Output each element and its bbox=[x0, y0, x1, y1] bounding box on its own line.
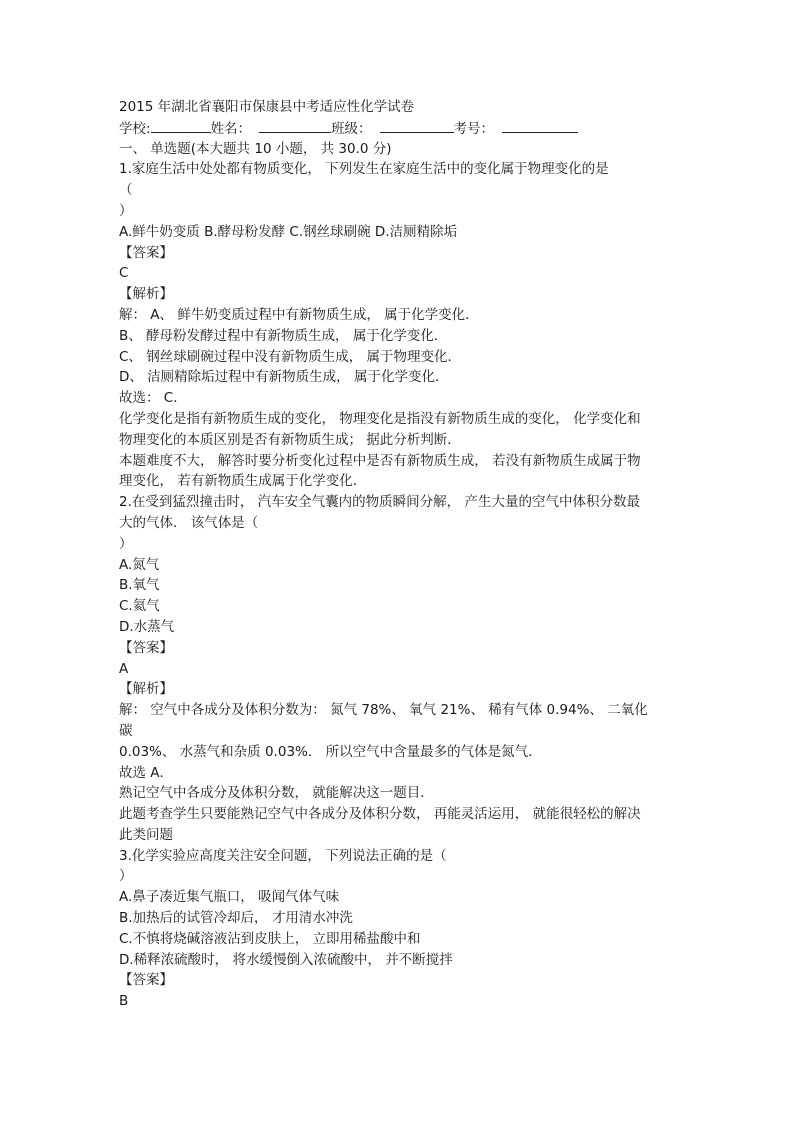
q1-analysis-line: C、 钢丝球刷碗过程中没有新物质生成， 属于物理变化． bbox=[119, 348, 462, 365]
q2-analysis-line: 此题考查学生只要能熟记空气中各成分及体积分数， 再能灵活运用， 就能很轻松的解决 bbox=[119, 806, 641, 823]
q2-option: C.氦气 bbox=[119, 598, 160, 615]
exam-no-blank[interactable] bbox=[502, 118, 578, 133]
q3-answer: B bbox=[119, 993, 129, 1010]
q1-paren-close: ） bbox=[119, 202, 133, 219]
q2-analysis-line: 故选 A． bbox=[119, 764, 174, 781]
q1-analysis-line: 解： A、 鲜牛奶变质过程中有新物质生成， 属于化学变化． bbox=[119, 306, 479, 323]
q1-analysis-line: 本题难度不大， 解答时要分析变化过程中是否有新物质生成， 若没有新物质生成属于物 bbox=[119, 452, 641, 469]
q1-stem: 1.家庭生活中处处都有物质变化， 下列发生在家庭生活中的变化属于物理变化的是 bbox=[119, 161, 609, 178]
q2-analysis-line: 0.03%、 水蒸气和杂质 0.03%． 所以空气中含量最多的气体是氮气． bbox=[119, 743, 542, 760]
document-title: 2015 年湖北省襄阳市保康县中考适应性化学试卷 bbox=[119, 99, 415, 115]
class-label: 班级： bbox=[331, 120, 372, 137]
school-blank[interactable] bbox=[151, 118, 211, 133]
q3-option: B.加热后的试管冷却后， 才用清水冲洗 bbox=[119, 910, 353, 927]
q2-answer: A bbox=[119, 660, 129, 677]
q2-analysis-line: 碳 bbox=[119, 722, 133, 739]
q2-stem: 大的气体． 该气体是（ bbox=[119, 514, 259, 531]
q2-analysis-line: 解： 空气中各成分及体积分数为： 氮气 78%、 氧气 21%、 稀有气体 0.94%、 二氧化 bbox=[119, 702, 648, 719]
q1-answer: C bbox=[119, 265, 129, 282]
q2-analysis-line: 此类问题 bbox=[119, 826, 173, 843]
q2-analysis-label: 【解析】 bbox=[119, 681, 173, 698]
q2-option: B.氧气 bbox=[119, 577, 160, 594]
q1-analysis-line: B、 酵母粉发酵过程中有新物质生成， 属于化学变化． bbox=[119, 327, 448, 344]
name-blank[interactable] bbox=[259, 118, 331, 133]
q2-paren-close: ） bbox=[119, 535, 133, 552]
q1-analysis-line: 物理变化的本质区别是否有新物质生成； 据此分析判断． bbox=[119, 431, 461, 448]
q3-option: C.不慎将烧碱溶液沾到皮肤上， 立即用稀盐酸中和 bbox=[119, 930, 421, 947]
q1-options: A.鲜牛奶变质 B.酵母粉发酵 C.钢丝球刷碗 D.洁厕精除垢 bbox=[119, 223, 458, 240]
q1-answer-label: 【答案】 bbox=[119, 244, 173, 261]
q3-paren-close: ） bbox=[119, 868, 133, 885]
q1-analysis-line: 化学变化是指有新物质生成的变化， 物理变化是指没有新物质生成的变化， 化学变化和 bbox=[119, 410, 641, 427]
q3-answer-label: 【答案】 bbox=[119, 972, 173, 989]
student-info-row bbox=[119, 118, 684, 139]
q2-option: A.氮气 bbox=[119, 556, 160, 573]
school-label: 学校: bbox=[119, 120, 151, 137]
q3-option: A.鼻子凑近集气瓶口， 吸闻气体气味 bbox=[119, 889, 340, 906]
q2-answer-label: 【答案】 bbox=[119, 639, 173, 656]
q3-option: D.稀释浓硫酸时， 将水缓慢倒入浓硫酸中， 并不断搅拌 bbox=[119, 951, 453, 968]
class-blank[interactable] bbox=[380, 118, 454, 133]
q3-stem: 3.化学实验应高度关注安全问题， 下列说法正确的是（ bbox=[119, 847, 447, 864]
q1-paren-open: （ bbox=[119, 182, 133, 199]
q2-stem: 2.在受到猛烈撞击时， 汽车安全气囊内的物质瞬间分解， 产生大量的空气中体积分数最 bbox=[119, 494, 640, 511]
exam-no-label: 考号： bbox=[453, 120, 495, 137]
q1-analysis-line: 故选： C． bbox=[119, 390, 187, 407]
q2-option: D.水蒸气 bbox=[119, 618, 175, 635]
name-label: 姓名： bbox=[210, 120, 252, 137]
section-heading: 一、 单选题(本大题共 10 小题， 共 30.0 分) bbox=[119, 140, 392, 157]
q1-analysis-line: 理变化， 若有新物质生成属于化学变化． bbox=[119, 473, 367, 490]
q1-analysis-line: D、 洁厕精除垢过程中有新物质生成， 属于化学变化． bbox=[119, 369, 449, 386]
q2-analysis-line: 熟记空气中各成分及体积分数， 就能解决这一题目． bbox=[119, 785, 434, 802]
q1-analysis-label: 【解析】 bbox=[119, 286, 173, 303]
